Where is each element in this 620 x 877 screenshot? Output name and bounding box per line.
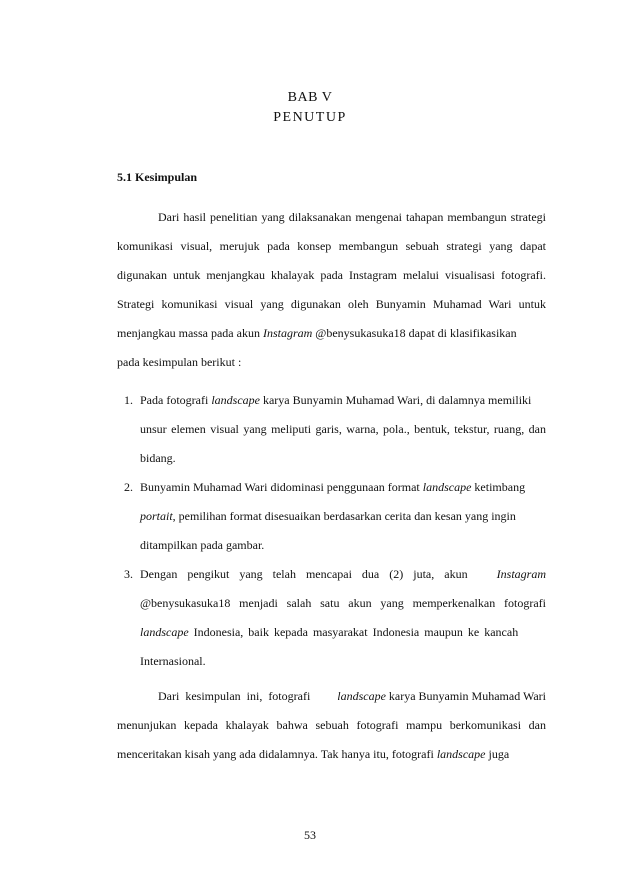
conclusion-line-2: menunjukan kepada khalayak bahwa sebuah fotografi mampu berkomunikasi dan [117, 718, 546, 732]
chapter-title: PENUTUP [273, 110, 347, 125]
list-number-2: 2. [124, 480, 133, 494]
list-item-1-line-2: unsur elemen visual yang meliputi garis, warna, pola., bentuk, tekstur, ruang, dan [140, 422, 546, 436]
conclusion-line-3-part-3: juga [485, 747, 510, 761]
list-number-1: 1. [124, 393, 133, 407]
intro-line-5-part-3: @benysukasuka18 dapat di klasifikasikan [312, 326, 517, 340]
conclusion-line-3-part-1: menceritakan kisah yang ada didalamnya. Tak hanya itu, fotografi [117, 747, 437, 761]
conclusion-line-1-part-3: karya Bunyamin Muhamad Wari [385, 689, 546, 703]
list-item-3-line-4: Internasional. [140, 654, 206, 668]
list-item-2-part-1: Bunyamin Muhamad Wari didominasi penggunaan format [140, 480, 423, 494]
list-item-2-line-1 [140, 480, 546, 494]
list-item-3-italic: Instagram [496, 567, 546, 581]
list-item-3-line-2: @benysukasuka18 menjadi salah satu akun yang memperkenalkan fotografi [140, 596, 546, 610]
list-item-2-line-2-italic: portait [140, 509, 173, 523]
intro-line-3: digunakan untuk menjangkau khalayak pada Instagram melalui visualisasi fotografi. [117, 268, 546, 282]
intro-line-4: Strategi komunikasi visual yang digunakan oleh Bunyamin Muhamad Wari untuk [117, 297, 546, 311]
list-item-3-line-3 [140, 625, 546, 639]
intro-line-6: pada kesimpulan berikut : [117, 355, 242, 369]
list-item-1-part-1: Pada fotografi [140, 393, 212, 407]
list-item-2-part-3: ketimbang [471, 480, 526, 494]
list-item-1-line-3: bidang. [140, 451, 176, 465]
conclusion-line-1-italic: landscape [337, 689, 386, 703]
conclusion-line-1 [158, 689, 546, 703]
list-item-2-line-2 [140, 509, 546, 523]
intro-line-1: Dari hasil penelitian yang dilaksanakan mengenai tahapan membangun strategi [158, 210, 546, 224]
intro-line-2: komunikasi visual, merujuk pada konsep membangun sebuah strategi yang dapat [117, 239, 546, 253]
page-number: 53 [304, 828, 316, 842]
intro-line-5 [117, 326, 546, 340]
chapter-number: BAB V [287, 90, 333, 105]
list-number-3: 3. [124, 567, 133, 581]
conclusion-line-3-italic: landscape [436, 747, 486, 761]
section-heading: 5.1 Kesimpulan [117, 170, 198, 184]
list-item-3-line-3-italic: landscape [140, 625, 189, 639]
list-item-1-line-1 [140, 393, 546, 407]
intro-line-5-italic: Instagram [262, 326, 313, 340]
conclusion-line-1-part-1: Dari kesimpulan ini, fotografi [158, 689, 311, 703]
list-item-3-line-3-rest: Indonesia, baik kepada masyarakat Indonesia maupun ke kancah [188, 625, 519, 639]
intro-line-5-part-1: menjangkau massa pada akun [117, 326, 263, 340]
list-item-2-line-2-rest: , pemilihan format disesuaikan berdasarkan cerita dan kesan yang ingin [172, 509, 516, 523]
list-item-3-part-1: Dengan pengikut yang telah mencapai dua (2) juta, akun [140, 567, 468, 581]
list-item-2-line-3: ditampilkan pada gambar. [140, 538, 265, 552]
list-item-1-part-3: karya Bunyamin Muhamad Wari, di dalamnya memiliki [259, 393, 532, 407]
list-item-2-italic: landscape [422, 480, 472, 494]
list-item-1-italic: landscape [211, 393, 260, 407]
list-item-3-line-1 [140, 567, 546, 581]
conclusion-line-3 [117, 747, 546, 761]
